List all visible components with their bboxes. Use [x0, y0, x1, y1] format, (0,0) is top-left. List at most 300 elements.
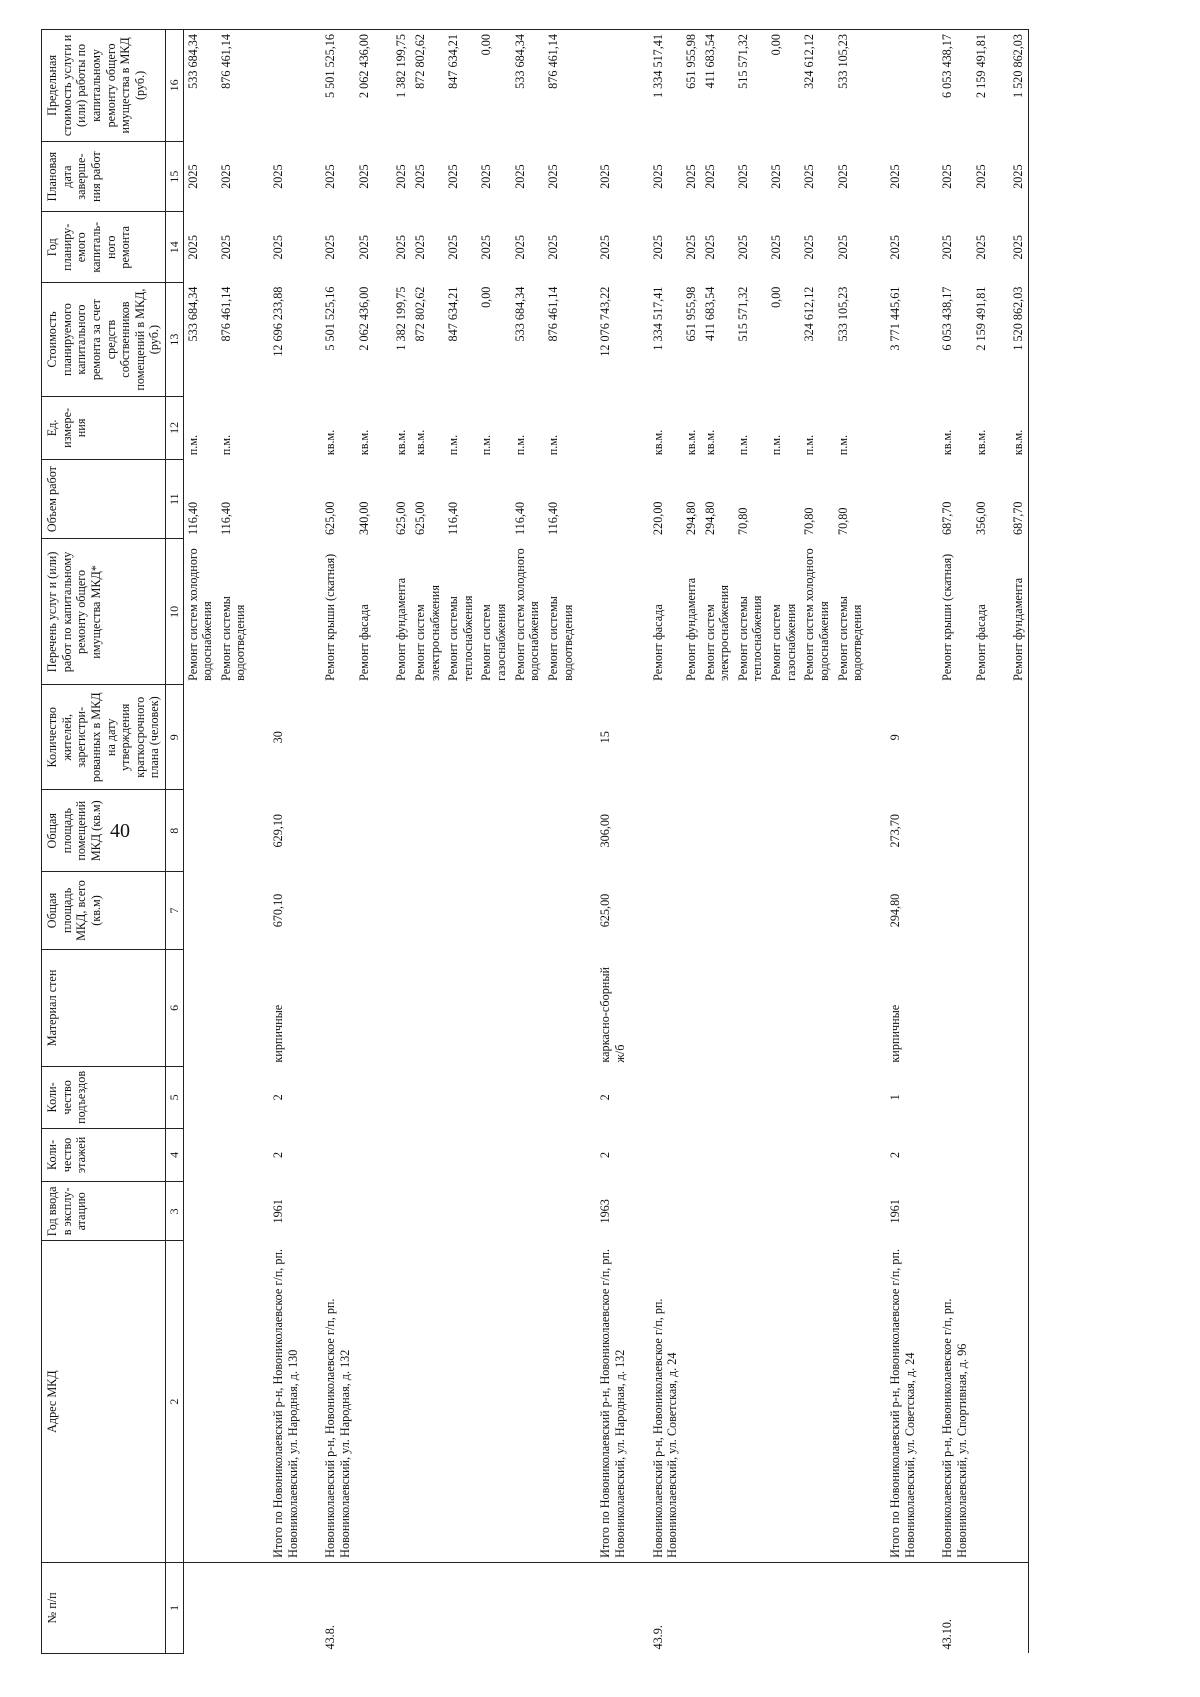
wall-material-cell [701, 949, 734, 1066]
work-type-cell: Ремонт систем электроснабжения [702, 585, 732, 681]
address-cell: Итого по Новониколаевский р-н, Новониколаевское г/п, рп. Новониколаевский, ул. Советская, д. 24 [886, 1241, 919, 1562]
repair-year-cell: 2025 [218, 235, 233, 260]
volume-cell: 625,00 [394, 501, 409, 535]
spacer-cell [919, 212, 938, 283]
volume-cell: 116,40 [185, 501, 200, 535]
address-cell: Новониколаевский р-н, Новониколаевское г/п, рп. Новониколаевский, ул. Советская, д. 24 [649, 1241, 682, 1562]
wall-material-cell [355, 949, 374, 1066]
floors-cell [511, 1128, 544, 1182]
entrances-cell [649, 1067, 682, 1129]
wall-material-cell: каркасно-сборный ж/б [598, 966, 627, 1063]
row-number [972, 1562, 991, 1653]
unit-cell: п.м. [512, 434, 527, 456]
year-cell [544, 1182, 577, 1241]
unit-cell: кв.м. [323, 429, 338, 456]
entrances-cell [701, 1067, 734, 1129]
spacer-cell [919, 1241, 938, 1562]
row-number [269, 1562, 302, 1653]
year-cell [972, 1182, 991, 1241]
address-cell [392, 1241, 411, 1562]
end-date-cell: 2025 [271, 164, 286, 189]
unit-cell: кв.м. [973, 429, 988, 456]
table-row [544, 30, 577, 1654]
spacer-cell [373, 459, 392, 539]
address-cell [800, 1241, 833, 1562]
spacer-cell [919, 30, 938, 142]
residents-cell [800, 685, 833, 790]
wall-material-cell [321, 949, 354, 1066]
col-number: 6 [166, 949, 183, 1066]
table-row [444, 30, 477, 1654]
address-cell [411, 1241, 444, 1562]
col-number: 11 [166, 459, 183, 539]
table-row [767, 30, 800, 1654]
work-type-cell: Ремонт фундамента [394, 577, 409, 681]
rooms-area-cell [511, 790, 544, 872]
year-cell: 1963 [598, 1199, 613, 1224]
wall-material-cell [649, 949, 682, 1066]
unit-cell: кв.м. [683, 429, 698, 456]
table-row [217, 30, 250, 1654]
spacer-cell [373, 685, 392, 790]
repair-year-cell: 2025 [598, 235, 613, 260]
spacer-cell [990, 790, 1009, 872]
row-number [834, 1562, 867, 1653]
unit-cell: кв.м. [650, 429, 665, 456]
total-area-cell [734, 872, 767, 949]
work-type-cell: Ремонт систем холодного водоснабжения [185, 548, 215, 681]
repair-year-cell: 2025 [650, 235, 665, 260]
spacer-cell [577, 283, 596, 397]
spacer-cell [919, 685, 938, 790]
spacer-cell [373, 212, 392, 283]
spacer-cell [630, 459, 649, 539]
entrances-cell [544, 1067, 577, 1129]
spacer-cell [577, 539, 596, 685]
spacer-cell [919, 1067, 938, 1129]
table-row [321, 30, 354, 1654]
spacer-cell [373, 141, 392, 212]
end-date-cell: 2025 [323, 164, 338, 189]
end-date-cell: 2025 [356, 164, 371, 189]
end-date-cell: 2025 [546, 164, 561, 189]
spacer-row [867, 30, 886, 1654]
year-cell [511, 1182, 544, 1241]
col-number: 8 [166, 790, 183, 872]
spacer-cell [990, 212, 1009, 283]
spacer-cell [867, 212, 886, 283]
table-body [183, 30, 1028, 1654]
limit-cost-cell: 651 955,98 [682, 30, 701, 142]
spacer-cell [990, 1067, 1009, 1129]
unit-cell [886, 397, 919, 460]
end-date-cell: 2025 [218, 164, 233, 189]
table-row [701, 30, 734, 1654]
entrances-cell [321, 1067, 354, 1129]
residents-cell [734, 685, 767, 790]
col-number: 7 [166, 872, 183, 949]
year-cell [183, 1182, 217, 1241]
repair-year-cell: 2025 [446, 235, 461, 260]
row-number [1009, 1562, 1028, 1653]
unit-cell: п.м. [835, 434, 850, 456]
rooms-area-cell [321, 790, 354, 872]
spacer-cell [577, 685, 596, 790]
floors-cell [544, 1128, 577, 1182]
end-date-cell: 2025 [887, 164, 902, 189]
work-type-cell: Ремонт системы водоотведения [218, 596, 248, 681]
spacer-cell [302, 283, 321, 397]
end-date-cell: 2025 [769, 164, 784, 189]
year-cell [411, 1182, 444, 1241]
volume-cell: 625,00 [323, 501, 338, 535]
row-number [886, 1562, 919, 1653]
residents-cell [444, 685, 477, 790]
spacer-cell [630, 1241, 649, 1562]
row-number [682, 1562, 701, 1653]
address-cell: Итого по Новониколаевский р-н, Новониколаевское г/п, рп. Новониколаевский, ул. Народная, д. 132 [596, 1241, 629, 1562]
table-row [596, 30, 629, 1654]
residents-cell [938, 685, 971, 790]
table-row [183, 30, 217, 1654]
spacer-cell [302, 1128, 321, 1182]
spacer-cell [867, 141, 886, 212]
address-cell: Итого по Новониколаевский р-н, Новониколаевское г/п, рп. Новониколаевский, ул. Народная, д. 130 [269, 1241, 302, 1562]
entrances-cell [444, 1067, 477, 1129]
spacer-cell [250, 539, 269, 685]
floors-cell [767, 1128, 800, 1182]
address-cell [217, 1241, 250, 1562]
entrances-cell [183, 1067, 217, 1129]
rooms-area-cell [649, 790, 682, 872]
limit-cost-cell [886, 30, 919, 142]
rooms-area-cell: 629,10 [271, 813, 286, 848]
end-date-cell: 2025 [185, 164, 200, 189]
cost-cell: 3 771 445,61 [887, 286, 902, 351]
entrances-cell [800, 1067, 833, 1129]
repair-year-cell: 2025 [185, 235, 200, 260]
row-number [511, 1562, 544, 1653]
volume-cell: 70,80 [835, 507, 850, 535]
floors-cell [938, 1128, 971, 1182]
cost-cell: 1 520 862,03 [1009, 283, 1028, 397]
end-date-cell: 2025 [650, 164, 665, 189]
spacer-cell [990, 685, 1009, 790]
spacer-cell [919, 539, 938, 685]
total-area-cell [682, 872, 701, 949]
spacer-cell [577, 141, 596, 212]
volume-cell: 70,80 [802, 507, 817, 535]
col-header: Общая площадь МКД, всего (кв.м) [42, 872, 166, 949]
total-area-cell [444, 872, 477, 949]
wall-material-cell [544, 949, 577, 1066]
col-number: 3 [166, 1182, 183, 1241]
work-type-cell: Ремонт систем холодного водоснабжения [512, 548, 542, 681]
spacer-row [990, 30, 1009, 1654]
end-date-cell: 2025 [412, 164, 427, 189]
col-header: Год планиру-емого капиталь-ного ремонта [42, 212, 166, 283]
entrances-cell: 2 [271, 1094, 286, 1101]
spacer-cell [373, 790, 392, 872]
unit-cell: кв.м. [394, 429, 409, 456]
rooms-area-cell [544, 790, 577, 872]
spacer-cell [630, 212, 649, 283]
cost-cell: 6 053 438,17 [940, 286, 955, 351]
spacer-cell [250, 459, 269, 539]
limit-cost-cell: 876 461,14 [544, 30, 577, 142]
residents-cell [834, 685, 867, 790]
volume-cell: 294,80 [702, 501, 717, 535]
table-row [972, 30, 991, 1654]
repair-year-cell: 2025 [1009, 212, 1028, 283]
entrances-cell [355, 1067, 374, 1129]
work-type-cell: Ремонт крыши (скатная) [323, 553, 338, 681]
spacer-cell [919, 872, 938, 949]
total-area-cell [938, 872, 971, 949]
total-area-cell [972, 872, 991, 949]
unit-cell [596, 397, 629, 460]
cost-cell: 876 461,14 [546, 286, 561, 342]
unit-cell [269, 397, 302, 460]
work-type-cell [269, 539, 302, 685]
spacer-cell [577, 1562, 596, 1653]
limit-cost-cell: 411 683,54 [701, 30, 734, 142]
year-cell [682, 1182, 701, 1241]
floors-cell [355, 1128, 374, 1182]
spacer-cell [373, 30, 392, 142]
rooms-area-cell: 306,00 [598, 813, 613, 848]
wall-material-cell [1009, 949, 1028, 1066]
repair-year-cell: 2025 [356, 235, 371, 260]
cost-cell: 2 159 491,81 [973, 286, 988, 351]
spacer-cell [302, 212, 321, 283]
residents-cell [217, 685, 250, 790]
year-cell [355, 1182, 374, 1241]
cost-cell: 12 696 233,88 [271, 286, 286, 357]
wall-material-cell [800, 949, 833, 1066]
limit-cost-cell: 876 461,14 [217, 30, 250, 142]
spacer-cell [577, 1067, 596, 1129]
residents-cell [477, 685, 510, 790]
spacer-cell [250, 685, 269, 790]
spacer-cell [302, 1067, 321, 1129]
spacer-cell [630, 949, 649, 1066]
floors-cell [217, 1128, 250, 1182]
total-area-cell [800, 872, 833, 949]
spacer-cell [867, 872, 886, 949]
spacer-cell [990, 539, 1009, 685]
entrances-cell: 1 [887, 1094, 902, 1101]
spacer-cell [867, 949, 886, 1066]
spacer-cell [990, 1182, 1009, 1241]
residents-cell [511, 685, 544, 790]
spacer-cell [630, 1182, 649, 1241]
cost-cell: 12 076 743,22 [598, 286, 613, 357]
col-header: Коли-чество этажей [42, 1128, 166, 1182]
spacer-cell [990, 949, 1009, 1066]
spacer-cell [867, 397, 886, 460]
cost-cell: 1 382 199,75 [394, 286, 409, 351]
spacer-cell [302, 1241, 321, 1562]
total-area-cell [411, 872, 444, 949]
col-number: 13 [166, 283, 183, 397]
year-cell [392, 1182, 411, 1241]
col-header: Материал стен [42, 949, 166, 1066]
spacer-cell [919, 1182, 938, 1241]
table-row [392, 30, 411, 1654]
end-date-cell: 2025 [512, 164, 527, 189]
wall-material-cell [411, 949, 444, 1066]
spacer-cell [302, 459, 321, 539]
total-area-cell [1009, 872, 1028, 949]
spacer-cell [250, 30, 269, 142]
repair-year-cell: 2025 [769, 235, 784, 260]
rooms-area-cell [217, 790, 250, 872]
spacer-cell [577, 949, 596, 1066]
repair-year-cell: 2025 [735, 235, 750, 260]
end-date-cell: 2025 [394, 164, 409, 189]
spacer-cell [250, 872, 269, 949]
year-cell [800, 1182, 833, 1241]
cost-cell: 533 684,34 [512, 286, 527, 342]
entrances-cell [477, 1067, 510, 1129]
floors-cell [734, 1128, 767, 1182]
spacer-cell [577, 212, 596, 283]
unit-cell: кв.м. [702, 429, 717, 456]
spacer-cell [867, 790, 886, 872]
entrances-cell [217, 1067, 250, 1129]
row-number: 43.9. [650, 1625, 665, 1650]
total-area-cell [701, 872, 734, 949]
end-date-cell: 2025 [446, 164, 461, 189]
total-area-cell [767, 872, 800, 949]
repair-year-cell: 2025 [702, 235, 717, 260]
row-number [217, 1562, 250, 1653]
year-cell [217, 1182, 250, 1241]
floors-cell [411, 1128, 444, 1182]
end-date-cell: 2025 [598, 164, 613, 189]
limit-cost-cell [269, 30, 302, 142]
entrances-cell [834, 1067, 867, 1129]
table-row [355, 30, 374, 1654]
unit-cell: п.м. [546, 434, 561, 456]
cost-cell: 2 062 436,00 [356, 286, 371, 351]
row-number [183, 1562, 217, 1653]
spacer-cell [250, 1182, 269, 1241]
limit-cost-cell: 6 053 438,17 [938, 30, 971, 142]
spacer-cell [250, 949, 269, 1066]
col-header: Ед. измере-ния [42, 397, 166, 460]
spacer-cell [577, 790, 596, 872]
repair-plan-table [41, 29, 1029, 1654]
spacer-cell [577, 459, 596, 539]
spacer-cell [577, 30, 596, 142]
spacer-cell [990, 141, 1009, 212]
repair-year-cell: 2025 [683, 235, 698, 260]
table-row [938, 30, 971, 1654]
work-type-cell: Ремонт фасада [973, 604, 988, 681]
wall-material-cell [767, 949, 800, 1066]
spacer-cell [990, 397, 1009, 460]
col-number: 9 [166, 685, 183, 790]
repair-year-cell: 2025 [835, 235, 850, 260]
work-type-cell: Ремонт крыши (скатная) [940, 553, 955, 681]
spacer-cell [373, 1241, 392, 1562]
address-cell [972, 1241, 991, 1562]
volume-cell [767, 459, 800, 539]
limit-cost-cell: 847 634,21 [444, 30, 477, 142]
entrances-cell [392, 1067, 411, 1129]
address-cell: Новониколаевский р-н, Новониколаевское г/п, рп. Новониколаевский, ул. Народная, д. 132 [321, 1241, 354, 1562]
spacer-row [373, 30, 392, 1654]
wall-material-cell [734, 949, 767, 1066]
col-header: Перечень услуг и (или) работ по капитальному ремонту общего имущества МКД* [42, 539, 166, 685]
col-header: Адрес МКД [42, 1241, 166, 1562]
spacer-cell [867, 539, 886, 685]
repair-year-cell: 2025 [394, 235, 409, 260]
floors-cell [444, 1128, 477, 1182]
repair-year-cell: 2025 [323, 235, 338, 260]
page-number: 40 [110, 820, 130, 842]
year-cell [321, 1182, 354, 1241]
work-type-cell: Ремонт фасада [650, 604, 665, 681]
wall-material-cell [938, 949, 971, 1066]
rooms-area-cell [183, 790, 217, 872]
spacer-cell [990, 30, 1009, 142]
total-area-cell [217, 872, 250, 949]
spacer-cell [867, 283, 886, 397]
spacer-cell [250, 790, 269, 872]
col-header: Объем работ [42, 459, 166, 539]
repair-year-cell: 2025 [271, 235, 286, 260]
repair-year-cell: 2025 [479, 235, 494, 260]
total-area-cell [477, 872, 510, 949]
limit-cost-cell: 533 684,34 [511, 30, 544, 142]
end-date-cell: 2025 [479, 164, 494, 189]
col-header: Коли-чество подъездов [42, 1067, 166, 1129]
rooms-area-cell: 273,70 [887, 813, 902, 848]
spacer-cell [867, 1067, 886, 1129]
floors-cell [800, 1128, 833, 1182]
cost-cell: 533 684,34 [185, 286, 200, 342]
row-number [444, 1562, 477, 1653]
spacer-cell [302, 539, 321, 685]
address-cell: Новониколаевский р-н, Новониколаевское г/п, рп. Новониколаевский, ул. Спортивная, д. 96 [938, 1241, 971, 1562]
limit-cost-cell: 2 159 491,81 [972, 30, 991, 142]
total-area-cell [392, 872, 411, 949]
wall-material-cell [444, 949, 477, 1066]
floors-cell: 2 [271, 1151, 286, 1158]
column-number-row [166, 30, 183, 1654]
cost-cell: 515 571,32 [735, 286, 750, 342]
residents-cell [701, 685, 734, 790]
wall-material-cell [183, 949, 217, 1066]
volume-cell: 687,70 [1009, 459, 1028, 539]
spacer-cell [250, 397, 269, 460]
residents-cell: 30 [271, 731, 286, 744]
work-type-cell: Ремонт систем газоснабжения [479, 603, 509, 681]
unit-cell: кв.м. [1009, 397, 1028, 460]
limit-cost-cell: 5 501 525,16 [321, 30, 354, 142]
spacer-cell [373, 1128, 392, 1182]
address-cell [682, 1241, 701, 1562]
residents-cell [183, 685, 217, 790]
total-area-cell: 625,00 [598, 893, 613, 928]
floors-cell [834, 1128, 867, 1182]
table-row [800, 30, 833, 1654]
table-row [649, 30, 682, 1654]
cost-cell: 5 501 525,16 [323, 286, 338, 351]
